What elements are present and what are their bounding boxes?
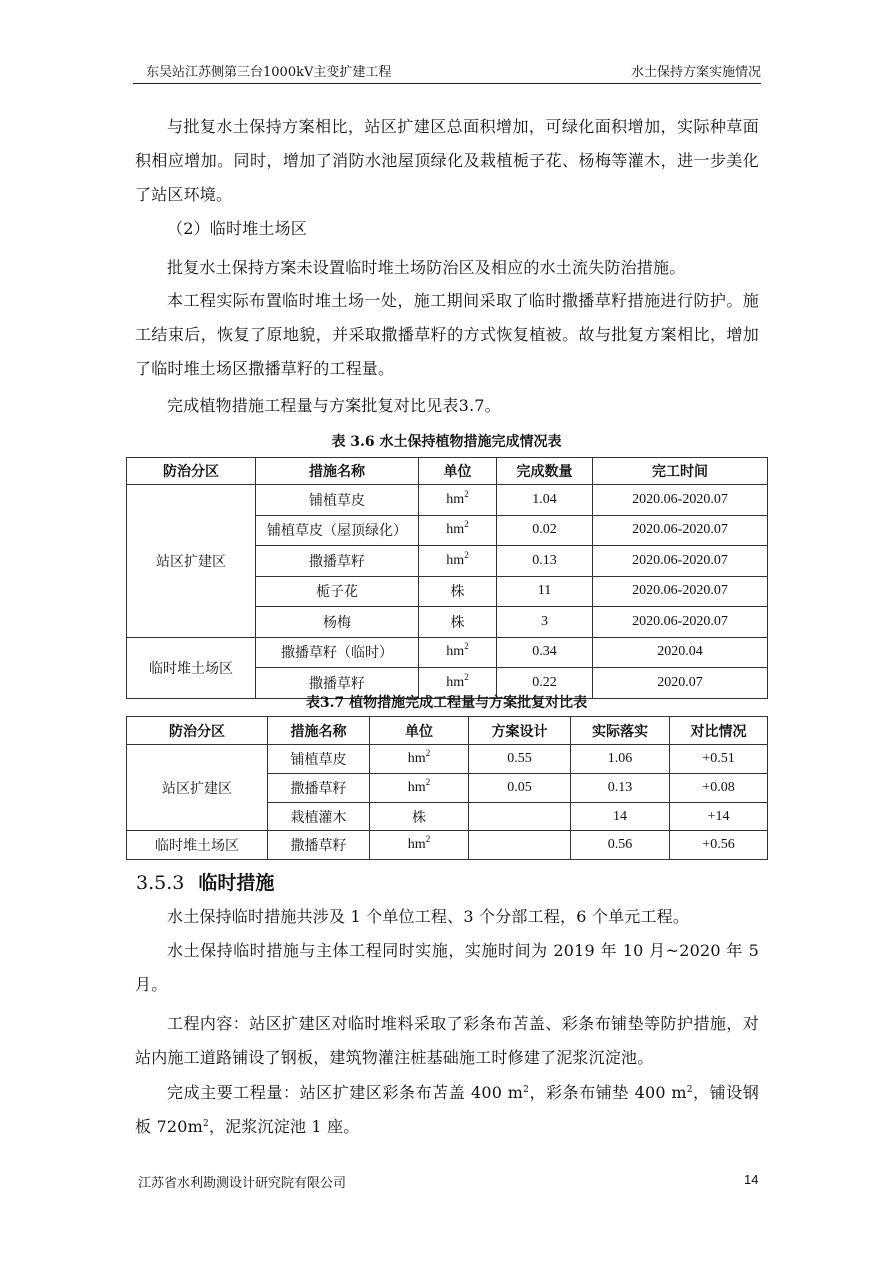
actual-value-cell: 14: [571, 803, 670, 831]
design-value-cell: 0.55: [469, 745, 571, 774]
measure-cell: 杨梅: [256, 607, 419, 638]
section-heading: [136, 869, 274, 897]
table-3-7: [126, 716, 768, 860]
measure-cell: 撒播草籽: [256, 668, 419, 699]
column-header: 防治分区: [127, 458, 256, 485]
header-rule: [133, 83, 761, 84]
measure-cell: 栀子花: [256, 576, 419, 607]
measure-cell: 栽植灌木: [268, 803, 370, 831]
design-value-cell: [469, 803, 571, 831]
table-3-6-caption: 表 3.6 水土保持植物措施完成情况表: [331, 434, 562, 450]
paragraph-comparison: 与批复水土保持方案相比，站区扩建区总面积增加，可绿化面积增加，实际种草面积相应增加。同时，增加了消防水池屋顶绿化及栽植栀子花、杨梅等灌木，进一步美化了站区环境。: [135, 117, 759, 204]
footer-organization: 江苏省水利勘测设计研究院有限公司: [138, 1176, 347, 1191]
table-row: [127, 831, 768, 860]
zone-cell: 临时堆土场区: [127, 831, 268, 860]
paragraph-approved-plan: 批复水土保持方案未设置临时堆土场防治区及相应的水土流失防治措施。: [167, 258, 686, 277]
table-3-6: [126, 457, 768, 699]
column-header: 单位: [419, 458, 497, 485]
zone-cell: 站区扩建区: [127, 745, 268, 831]
zone-cell: 临时堆土场区: [127, 637, 256, 698]
unit-cell: $hm^2$: [370, 745, 469, 774]
actual-value-cell: 0.13: [571, 774, 670, 803]
quantity-cell: 3: [497, 607, 593, 638]
quantity-cell: 0.02: [497, 515, 593, 546]
completion-time-cell: 2020.07: [593, 668, 768, 699]
difference-cell: +14: [670, 803, 768, 831]
paragraph-actual-layout: 本工程实际布置临时堆土场一处，施工期间采取了临时撒播草籽措施进行防护。施工结束后，恢复了原地貌，并采取撒播草籽的方式恢复植被。故与批复方案相比，增加了临时堆土场区撒播草籽的工程量。: [135, 291, 759, 378]
paragraph-temp-content: 工程内容：站区扩建区对临时堆料采取了彩条布苫盖、彩条布铺垫等防护措施，对站内施工道路铺设了钢板，建筑物灌注桩基础施工时修建了泥浆沉淀池。: [135, 1014, 759, 1067]
design-value-cell: 0.05: [469, 774, 571, 803]
column-header: 对比情况: [670, 717, 768, 745]
quantity-cell: 1.04: [497, 485, 593, 516]
measure-cell: 撒播草籽（临时）: [256, 637, 419, 668]
table-3-7-caption: 表3.7 植物措施完成工程量与方案批复对比表: [305, 695, 588, 711]
section-number: 3.5.3: [136, 872, 185, 894]
subsection-temp-soil-area: （2）临时堆土场区: [167, 219, 307, 238]
zone-cell: 站区扩建区: [127, 485, 256, 638]
measure-cell: 铺植草皮: [268, 745, 370, 774]
section-title: 临时措施: [198, 872, 275, 894]
unit-cell: $hm^2$: [370, 774, 469, 803]
column-header: 完成数量: [497, 458, 593, 485]
completion-time-cell: 2020.06-2020.07: [593, 546, 768, 577]
difference-cell: +0.08: [670, 774, 768, 803]
table-row: [127, 637, 768, 668]
unit-cell: $hm^2$: [419, 546, 497, 577]
completion-time-cell: 2020.06-2020.07: [593, 485, 768, 516]
table-row: [127, 745, 768, 774]
unit-cell: 株: [419, 607, 497, 638]
quantity-cell: 0.13: [497, 546, 593, 577]
table-row: [127, 485, 768, 516]
completion-time-cell: 2020.06-2020.07: [593, 515, 768, 546]
difference-cell: +0.51: [670, 745, 768, 774]
paragraph-temp-scope: 水土保持临时措施共涉及 1 个单位工程、3 个分部工程，6 个单元工程。: [167, 907, 690, 926]
completion-time-cell: 2020.06-2020.07: [593, 576, 768, 607]
measure-cell: 撒播草籽: [256, 546, 419, 577]
paragraph-see-table: 完成植物措施工程量与方案批复对比见表3.7。: [167, 396, 501, 415]
quantity-cell: 11: [497, 576, 593, 607]
page-number: 14: [744, 1172, 759, 1187]
measure-cell: 撒播草籽: [268, 774, 370, 803]
column-header: 实际落实: [571, 717, 670, 745]
header-project-title: 东吴站江苏侧第三台1000kV主变扩建工程: [146, 65, 392, 80]
unit-cell: 株: [370, 803, 469, 831]
completion-time-cell: 2020.04: [593, 637, 768, 668]
column-header: 措施名称: [256, 458, 419, 485]
completion-time-cell: 2020.06-2020.07: [593, 607, 768, 638]
unit-cell: $hm^2$: [419, 637, 497, 668]
quantity-cell: 0.34: [497, 637, 593, 668]
column-header: 单位: [370, 717, 469, 745]
paragraph-temp-quantities: 完成主要工程量：站区扩建区彩条布苫盖 400 $m^2$，彩条布铺垫 400 $m^2$，铺设钢板 $720m^2$，泥浆沉淀池 1 座。: [135, 1083, 759, 1136]
quantity-cell: 0.22: [497, 668, 593, 699]
actual-value-cell: 1.06: [571, 745, 670, 774]
unit-cell: $hm^2$: [419, 515, 497, 546]
difference-cell: +0.56: [670, 831, 768, 860]
column-header: 完工时间: [593, 458, 768, 485]
column-header: 措施名称: [268, 717, 370, 745]
header-chapter-title: 水土保持方案实施情况: [630, 65, 761, 80]
measure-cell: 铺植草皮: [256, 485, 419, 516]
unit-cell: $hm^2$: [370, 831, 469, 860]
paragraph-temp-schedule: 水土保持临时措施与主体工程同时实施，实施时间为 2019 年 10 月~2020 年 5 月。: [135, 941, 759, 994]
design-value-cell: [469, 831, 571, 860]
measure-cell: 撒播草籽: [268, 831, 370, 860]
table-header-row: [127, 458, 768, 485]
unit-cell: 株: [419, 576, 497, 607]
table-header-row: [127, 717, 768, 745]
column-header: 方案设计: [469, 717, 571, 745]
measure-cell: 铺植草皮（屋顶绿化）: [256, 515, 419, 546]
unit-cell: $hm^2$: [419, 485, 497, 516]
actual-value-cell: 0.56: [571, 831, 670, 860]
column-header: 防治分区: [127, 717, 268, 745]
unit-cell: $hm^2$: [419, 668, 497, 699]
